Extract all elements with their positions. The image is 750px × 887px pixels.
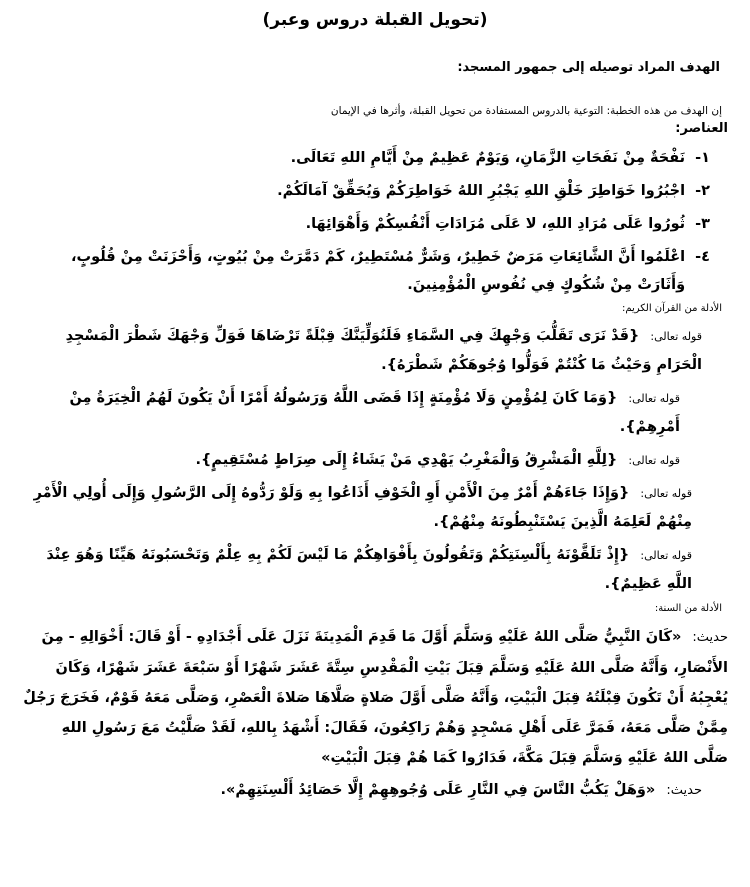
verse-text: {إِذْ تَلَقَّوْنَهُ بِأَلْسِنَتِكُمْ وَتَقُولُونَ بِأَفْوَاهِكُمْ مَا لَيْسَ لَكُمْ بِهِ عِلْمٌ وَتَحْسَبُونَهُ هَيِّنًا وَهُوَ عِنْدَ اللَّهِ عَظِيمٌ}.	[46, 547, 692, 592]
verse-item	[22, 479, 692, 537]
quran-evidence-label: الأدلة من القرآن الكريم:	[621, 303, 722, 314]
item-number: ٢-	[695, 183, 710, 199]
hadith-lead: حديث:	[692, 630, 728, 645]
verse-item	[22, 541, 692, 599]
elements-list	[22, 144, 728, 299]
page-title: (تحويل القبلة دروس وعبر)	[262, 10, 488, 30]
list-item	[32, 177, 710, 206]
verse-lead: قوله تعالى:	[628, 454, 680, 467]
goal-heading: الهدف المراد توصيله إلى جمهور المسجد:	[457, 60, 720, 75]
verse-text: {وَمَا كَانَ لِمُؤْمِنٍ وَلَا مُؤْمِنَةٍ إِذَا قَضَى اللَّهُ وَرَسُولُهُ أَمْرًا أَنْ يَكُونَ لَهُمُ الْخِيَرَةُ مِنْ أَمْرِهِمْ}.	[69, 390, 680, 435]
list-item	[32, 210, 710, 239]
verse-lead: قوله تعالى:	[650, 330, 702, 343]
hadith-lead: حديث:	[666, 783, 702, 798]
item-text: اعْلَمُوا أَنَّ الشَّائِعَاتِ مَرَضٌ خَطِيرٌ، وَشَرٌّ مُسْتَطِيرٌ، كَمْ دَمَّرَتْ مِنْ بُيُوتٍ، وَأَحْزَنَتْ مِنْ قُلُوبٍ، وَأَثَارَتْ مِنْ شُكُوكٍ فِي نُفُوسِ الْمُؤْمِنِينَ.	[71, 249, 686, 293]
hadith-text: «كَانَ النَّبِيُّ صَلَّى اللهُ عَلَيْهِ وَسَلَّمَ أَوَّلَ مَا قَدِمَ الْمَدِينَةَ نَزَلَ عَلَى أَجْدَادِهِ - أَوْ قَالَ: أَخْوَالِهِ - مِنَ الأَنْصَارِ، وَأَنَّهُ صَلَّى اللهُ عَلَيْهِ وَسَلَّمَ قِبَلَ بَيْتِ الْمَقْدِسِ سِتَّةَ عَشَرَ شَهْرًا أَوْ سَبْعَةَ عَشَرَ شَهْرًا، وَكَانَ يُعْجِبُهُ أَنْ تَكُونَ قِبْلَتُهُ قِبَلَ الْبَيْتِ، وَأَنَّهُ صَلَّى أَوَّلَ صَلاةٍ صَلَّاهَا صَلاةَ الْعَصْرِ، وَصَلَّى مَعَهُ قَوْمٌ، فَخَرَجَ رَجُلٌ مِمَّنْ صَلَّى مَعَهُ، فَمَرَّ عَلَى أَهْلِ مَسْجِدٍ وَهُمْ رَاكِعُونَ، فَقَالَ: أَشْهَدُ بِاللهِ، لَقَدْ صَلَّيْتُ مَعَ رَسُولِ اللهِ صَلَّى اللهُ عَلَيْهِ وَسَلَّمَ قِبَلَ مَكَّةَ، فَدَارُوا كَمَا هُمْ قِبَلَ الْبَيْتِ»	[23, 629, 728, 766]
item-text: اجْبُرُوا خَوَاطِرَ خَلْقِ اللهِ يَجْبُرِ اللهُ خَوَاطِرَكُمْ وَيُحَقِّقْ آمَالَكُمْ.	[277, 183, 686, 199]
goal-text: إن الهدف من هذه الخطبة: التوعية بالدروس المستفادة من تحويل القبلة، وأثرها في الإيمان	[330, 105, 722, 117]
item-number: ١-	[695, 150, 710, 166]
quran-verses	[22, 322, 728, 599]
item-number: ٤-	[695, 249, 710, 265]
verse-text: {وَإِذَا جَاءَهُمْ أَمْرٌ مِنَ الْأَمْنِ أَوِ الْخَوْفِ أَذَاعُوا بِهِ وَلَوْ رَدُّوهُ إِلَى الرَّسُولِ وَإِلَى أُولِي الْأَمْرِ مِنْهُمْ لَعَلِمَهُ الَّذِينَ يَسْتَنْبِطُونَهُ مِنْهُمْ}.	[33, 485, 692, 530]
verse-item	[22, 446, 680, 475]
hadith-item	[22, 775, 702, 806]
item-text: نَفْحَةٌ مِنْ نَفَحَاتِ الزَّمَانِ، وَيَوْمٌ عَظِيمٌ مِنْ أَيَّامِ اللهِ تَعَالَى.	[290, 150, 686, 166]
list-item	[32, 243, 710, 299]
hadith-item	[22, 622, 728, 773]
verse-item	[22, 322, 702, 380]
item-text: ثُورُوا عَلَى مُرَادِ اللهِ، لا عَلَى مُرَادَاتِ أَنْفُسِكُمْ وَأَهْوَائِهَا.	[305, 216, 686, 232]
item-number: ٣-	[695, 216, 710, 232]
verse-lead: قوله تعالى:	[640, 487, 692, 500]
hadith-text: «وَهَلْ يَكُبُّ النَّاسَ فِي النَّارِ عَلَى وُجُوهِهِمْ إِلَّا حَصَائِدُ أَلْسِنَتِهِمْ».	[220, 782, 656, 798]
verse-lead: قوله تعالى:	[640, 549, 692, 562]
elements-heading: العناصر:	[675, 121, 728, 136]
list-item	[32, 144, 710, 173]
verse-lead: قوله تعالى:	[628, 392, 680, 405]
sunnah-evidence-label: الأدلة من السنة:	[654, 603, 722, 614]
verse-text: {لِلَّهِ الْمَشْرِقُ وَالْمَغْرِبُ يَهْدِي مَنْ يَشَاءُ إِلَى صِرَاطٍ مُسْتَقِيمٍ}.	[195, 452, 618, 468]
verse-item	[22, 384, 680, 442]
verse-text: {قَدْ نَرَى تَقَلُّبَ وَجْهِكَ فِي السَّمَاءِ فَلَنُوَلِّيَنَّكَ قِبْلَةً تَرْضَاهَا فَوَلِّ وَجْهَكَ شَطْرَ الْمَسْجِدِ الْحَرَامِ وَحَيْثُ مَا كُنْتُمْ فَوَلُّوا وُجُوهَكُمْ شَطْرَهُ}.	[65, 328, 702, 373]
